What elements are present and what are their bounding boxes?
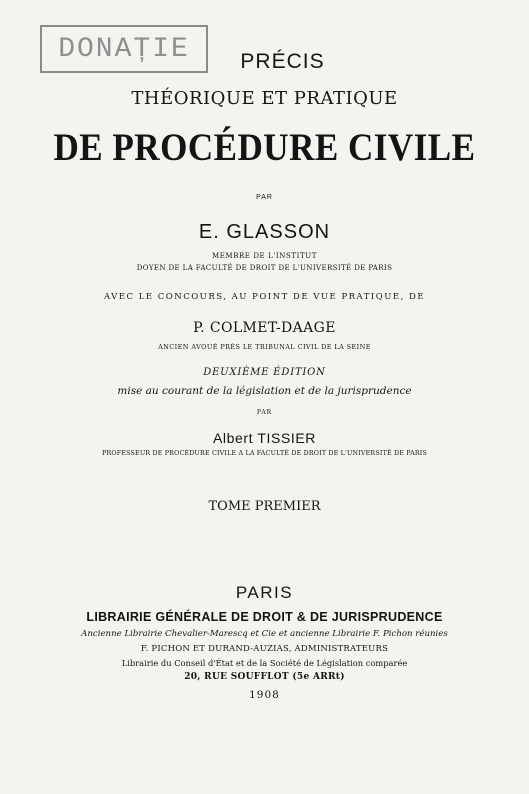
author-role-2: DOYEN DE LA FACULTÉ DE DROIT DE L'UNIVERSITÉ DE PARIS [136,264,393,272]
editor-name: Albert TISSIER [212,430,317,446]
publisher-address: 20, RUE SOUFFLOT (5e ARRt) [184,672,345,682]
title-line-2: THÉORIQUE ET PRATIQUE [131,88,398,109]
author-name: E. GLASSON [198,221,331,243]
title-line-1: PRÉCIS [240,50,325,73]
publisher-city: PARIS [235,583,294,602]
edition-label: DEUXIÈME ÉDITION [203,367,326,378]
collaborator-name: P. COLMET-DAAGE [193,320,336,336]
publisher-line-1: Ancienne Librairie Chevalier-Marescq et Cie et ancienne Librairie F. Pichon réunies [81,629,448,639]
author-role-1: MEMBRE DE L'INSTITUT [211,252,318,260]
by-label: PAR [256,194,273,201]
publisher-line-2: F. PICHON ET DURAND-AUZIAS, ADMINISTRATEURS [140,644,389,654]
edition-by-label: PAR [256,409,273,416]
collaborator-role: ANCIEN AVOUÉ PRÈS LE TRIBUNAL CIVIL DE LA SEINE [158,343,371,351]
edition-note: mise au courant de la législation et de la jurisprudence [117,385,412,397]
publication-year: 1908 [249,689,280,701]
title-line-3: DE PROCÉDURE CIVILE [53,126,476,169]
collaboration-intro: AVEC LE CONCOURS, AU POINT DE VUE PRATIQUE, DE [103,292,426,302]
publisher-name: LIBRAIRIE GÉNÉRALE DE DROIT & DE JURISPRUDENCE [86,610,443,624]
editor-role: PROFESSEUR DE PROCÉDURE CIVILE A LA FACULTÉ DE DROIT DE L'UNIVERSITÉ DE PARIS [102,450,427,457]
stamp-text: DONAȚIE [58,33,190,65]
publisher-line-3: Librairie du Conseil d'État et de la Société de Législation comparée [121,658,408,668]
volume-label: TOME PREMIER [208,499,321,514]
